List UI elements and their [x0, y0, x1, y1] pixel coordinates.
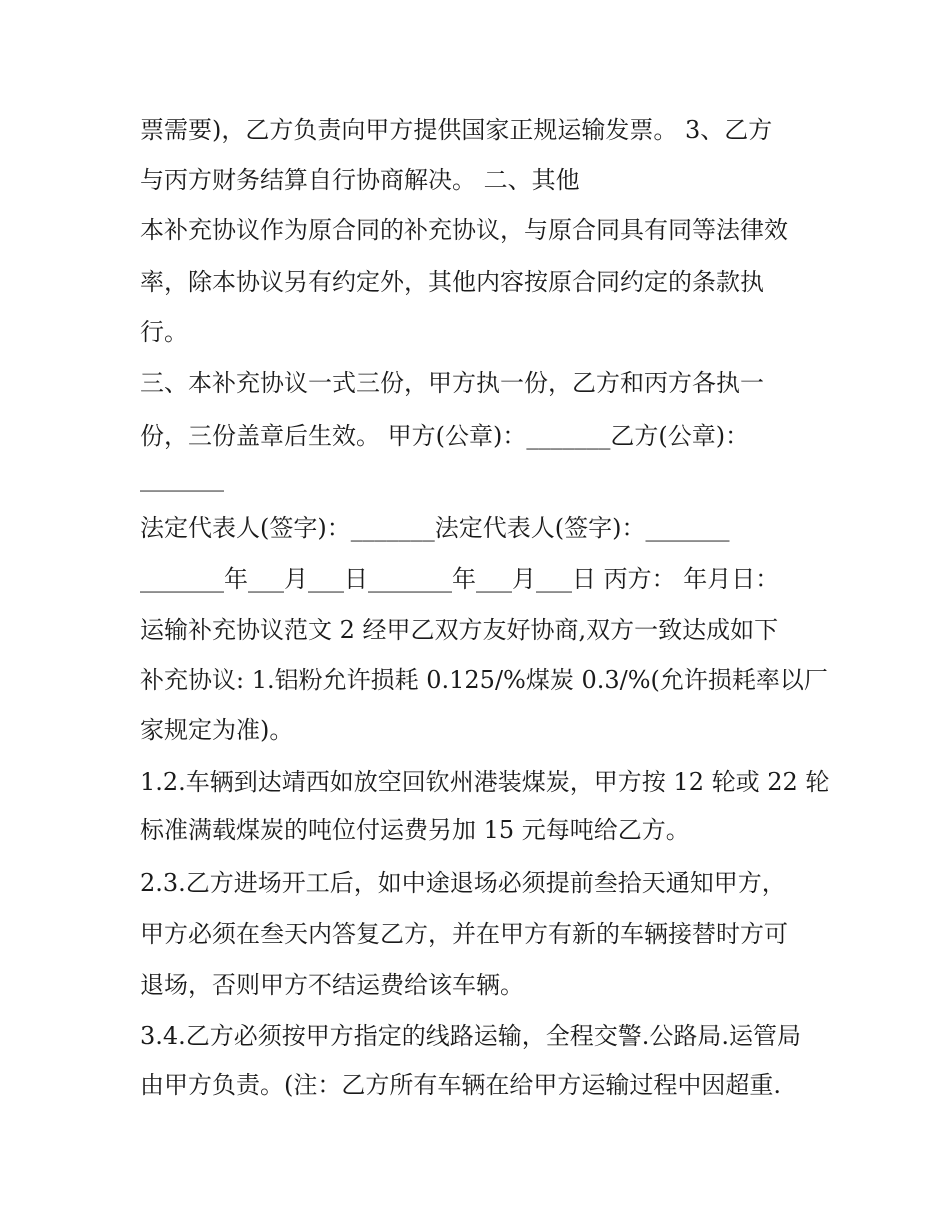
text-line: 1.2.车辆到达靖西如放空回钦州港装煤炭，甲方按 12 轮或 22 轮 [140, 768, 830, 796]
text-line: 三、本补充协议一式三份，甲方执一份，乙方和丙方各执一 [140, 369, 764, 397]
date-line: _______年___月___日_______年___月___日 丙方： 年月日： [140, 565, 780, 593]
text-line: 票需要)，乙方负责向甲方提供国家正规运输发票。 3、乙方 [140, 116, 773, 144]
signature-blank: _______ [140, 464, 224, 492]
text-line: 本补充协议作为原合同的补充协议，与原合同具有同等法律效 [140, 216, 788, 244]
text-line: 甲方必须在叁天内答复乙方，并在甲方有新的车辆接替时方可 [140, 920, 788, 948]
text-line: 运输补充协议范文 2 经甲乙双方友好协商,双方一致达成如下 [140, 616, 779, 644]
text-line: 标准满载煤炭的吨位付运费另加 15 元每吨给乙方。 [140, 816, 690, 844]
text-line: 3.4.乙方必须按甲方指定的线路运输，全程交警.公路局.运管局 [140, 1022, 802, 1050]
text-line: 补充协议: 1.铝粉允许损耗 0.125/%煤炭 0.3/%(允许损耗率以厂 [140, 666, 828, 694]
signature-line: 份，三份盖章后生效。 甲方(公章)：_______乙方(公章)： [140, 422, 750, 450]
text-line: 与丙方财务结算自行协商解决。 二、其他 [140, 166, 580, 194]
text-line: 退场，否则甲方不结运费给该车辆。 [140, 971, 524, 999]
text-line: 家规定为准)。 [140, 716, 294, 744]
text-line: 率，除本协议另有约定外，其他内容按原合同约定的条款执 [140, 268, 764, 296]
text-line: 2.3.乙方进场开工后，如中途退场必须提前叁拾天通知甲方， [140, 869, 786, 897]
signature-line: 法定代表人(签字)：_______法定代表人(签字)：_______ [140, 514, 730, 542]
text-line: 行。 [140, 318, 188, 346]
text-line: 由甲方负责。(注：乙方所有车辆在给甲方运输过程中因超重. [140, 1071, 781, 1099]
